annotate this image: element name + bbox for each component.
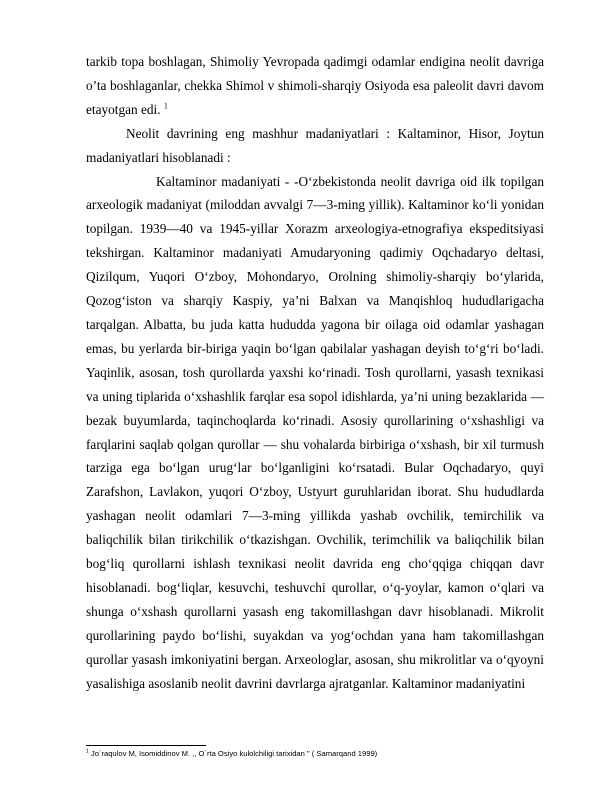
- footnote-text: Jo`raqulov M, Isomiddinov M. ,, O`rta Osiyo kulolchiligi tarixidan " ( Samarqand 1999): [90, 749, 378, 758]
- footnote-reference: 1: [163, 101, 168, 111]
- document-body: [86, 50, 544, 695]
- paragraph-intro: [86, 50, 544, 122]
- footnote-divider: [86, 745, 206, 746]
- paragraph-cultures-list: Neolit davrining eng mashhur madaniyatlari : Kaltaminor, Hisor, Joytun madaniyatlari hisoblanadi :: [86, 125, 544, 165]
- footnote: [86, 749, 556, 759]
- paragraph-kaltaminor: Kaltaminor madaniyati - -O‘zbekistonda neolit davriga oid ilk topilgan arxeologik madaniyat (miloddan avvalgi 7—3-ming yillik). Kaltaminor ko‘li yonidan topilgan. 1939—40 va 1945-yillar Xorazm arxeologiya-etnografiya ekspeditsiyasi tekshirgan. Kaltaminor madaniyati Amudaryoning qadimiy Oqchadaryo deltasi, Qizilqum, Yuqori O‘zboy, Mohondaryo, Orolning shimoliy-sharqiy bo‘ylarida, Qozog‘iston va sharqiy Kaspiy, ya’ni Balxan va Manqishloq hududlarigacha tarqalgan. Albatta, bu juda katta hududda yagona bir oilaga oid odamlar yashagan emas, bu yerlarda bir-biriga yaqin bo‘lgan qabilalar yashagan deyish to‘g‘ri bo‘ladi. Yaqinlik, asosan, tosh qurollarda yaxshi ko‘rinadi. Tosh qurollarni, yasash texnikasi va uning tiplarida o‘xshashlik farqlar esa sopol idishlarda, ya’ni uning bezaklarida — bezak buyumlarda, taqinchoqlarda ko‘rinadi. Asosiy qurollarining o‘xshashligi va farqlarini saqlab qolgan qurollar — shu vohalarda birbiriga o‘xshash, bir xil turmush tarziga ega bo‘lgan urug‘lar bo‘lganligini ko‘rsatadi. Bular Oqchadaryo, quyi Zarafshon, Lavlakon, yuqori O‘zboy, Ustyurt guruhlaridan iborat. Shu hududlarda yashagan neolit odamlari 7—3-ming yillikda yashab ovchilik, temirchilik va baliqchilik bilan tirikchilik o‘tkazishgan. Ovchilik, terimchilik va baliqchilik bilan bog‘liq qurollarni ishlash texnikasi neolit davrida eng cho‘qqiga chiqqan davr hisoblanadi. bog‘liqlar, kesuvchi, teshuvchi qurollar, o‘q-yoylar, kamon o‘qlari va shunga o‘xshash qurollarni yasash eng takomillashgan davr hisoblanadi. Mikrolit qurollarining paydo bo‘lishi, suyakdan va yog‘ochdan yana ham takomillashgan qurollar yasash imkoniyatini bergan. Arxeologlar, asosan, shu mikrolitlar va o‘qyoyni yasalishiga asoslanib neolit davrini davrlarga ajratganlar. Kaltaminor madaniyatini: [86, 173, 544, 691]
- paragraph-text: tarkib topa boshlagan, Shimoliy Yevropada qadimgi odamlar endigina neolit davriga o’ta boshlaganlar, chekka Shimol v shimoli-sharqiy Osiyoda esa paleolit davri davom etayotgan edi.: [86, 54, 544, 117]
- footnote-marker: 1: [86, 748, 89, 755]
